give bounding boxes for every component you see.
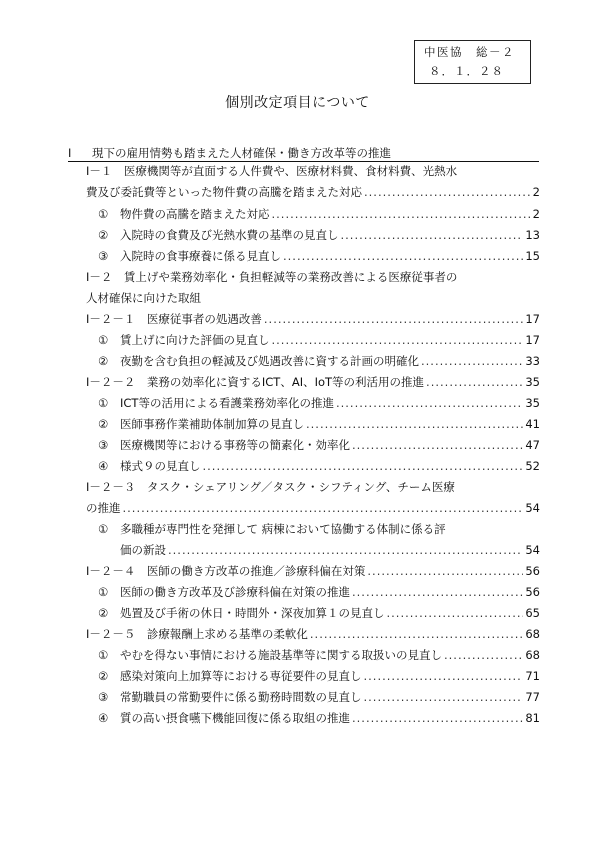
page-number: 47 bbox=[525, 438, 540, 452]
leader-dots bbox=[168, 543, 523, 557]
circled-number: ① bbox=[98, 648, 109, 662]
page-number: 52 bbox=[525, 459, 540, 473]
toc-entry-2-3 bbox=[86, 501, 540, 515]
leader-dots bbox=[364, 669, 524, 683]
toc-entry-2-2-2 bbox=[98, 417, 540, 431]
toc-entry-2-line1: Ⅰ－２ 賃上げや業務効率化・負担軽減等の業務改善による医療従事者の bbox=[86, 270, 458, 284]
toc-entry-2-2 bbox=[86, 375, 540, 389]
toc-entry-2-5-4 bbox=[98, 711, 540, 725]
leader-dots bbox=[283, 249, 523, 263]
leader-dots bbox=[364, 690, 524, 704]
page-number: 2 bbox=[532, 207, 540, 221]
page-number: 65 bbox=[525, 606, 540, 620]
toc-entry-text: 常勤職員の常勤要件に係る勤務時間数の見直し bbox=[120, 690, 362, 704]
circled-number: ① bbox=[98, 585, 109, 599]
toc-entry-text: 費及び委託費等といった物件費の高騰を踏まえた対応 bbox=[86, 185, 362, 199]
toc-entry-text: 入院時の食事療養に係る見直し bbox=[120, 249, 281, 263]
toc-entry-1-2 bbox=[98, 228, 540, 242]
circled-number: ④ bbox=[98, 711, 109, 725]
circled-number: ② bbox=[98, 669, 109, 683]
toc-entry-text: やむを得ない事情における施設基準等に関する取扱いの見直し bbox=[120, 648, 442, 662]
toc-entry-text: 物件費の高騰を踏まえた対応 bbox=[120, 207, 270, 221]
toc-entry-text: Ⅰ－２－４ 医師の働き方改革の推進／診療科偏在対策 bbox=[86, 564, 366, 578]
toc-entry-1-3 bbox=[98, 249, 540, 263]
toc-entry-2-4 bbox=[86, 564, 540, 578]
toc-entry-text: Ⅰ－２－１ 医療従事者の処遇改善 bbox=[86, 312, 262, 326]
page-number: 68 bbox=[525, 648, 540, 662]
circled-number: ③ bbox=[98, 249, 109, 263]
circled-number: ② bbox=[98, 228, 109, 242]
page-number: 56 bbox=[525, 564, 540, 578]
leader-dots bbox=[264, 312, 523, 326]
meeting-code: 中医協 総－２ bbox=[424, 45, 515, 59]
toc-entry-text: 感染対策向上加算等における専従要件の見直し bbox=[120, 669, 362, 683]
toc-entry-text: 医療機関等における事務等の簡素化・効率化 bbox=[120, 438, 350, 452]
leader-dots bbox=[352, 438, 523, 452]
toc-entry-2-1-2 bbox=[98, 354, 540, 368]
circled-number: ① bbox=[98, 522, 109, 536]
page-number: 13 bbox=[525, 228, 540, 242]
toc-entry-text: Ⅰ－２－２ 業務の効率化に資するICT、AI、IoT等の利活用の推進 bbox=[86, 375, 425, 389]
leader-dots bbox=[310, 627, 523, 641]
toc-entry-2-1-1 bbox=[98, 333, 540, 347]
leader-dots bbox=[336, 396, 523, 410]
document-code-box bbox=[414, 40, 531, 84]
circled-number: ③ bbox=[98, 438, 109, 452]
page-number: 15 bbox=[525, 249, 540, 263]
toc-entry-2-5 bbox=[86, 627, 540, 641]
toc-entry-2-5-3 bbox=[98, 690, 540, 704]
page-number: 35 bbox=[525, 396, 540, 410]
page-number: 71 bbox=[525, 669, 540, 683]
toc-entry-text: ICT等の活用による看護業務効率化の推進 bbox=[120, 396, 334, 410]
toc-entry-text: 入院時の食費及び光熱水費の基準の見直し bbox=[120, 228, 339, 242]
leader-dots bbox=[421, 354, 523, 368]
toc-entry-1-line1: Ⅰ－１ 医療機関等が直面する人件費や、医療材料費、食材料費、光熱水 bbox=[86, 164, 458, 178]
leader-dots bbox=[387, 606, 524, 620]
page-number: 54 bbox=[525, 501, 540, 515]
toc-entry-2-2-4 bbox=[98, 459, 540, 473]
toc-entry-2-line2: 人材確保に向けた取組 bbox=[86, 291, 201, 305]
leader-dots bbox=[272, 333, 524, 347]
toc-entry-text: 質の高い摂食嚥下機能回復に係る取組の推進 bbox=[120, 711, 350, 725]
circled-number: ① bbox=[98, 333, 109, 347]
meeting-date: ８．１．２８ bbox=[429, 64, 504, 78]
toc-entry-text: 価の新設 bbox=[120, 543, 166, 557]
page-number: 17 bbox=[525, 312, 540, 326]
section-heading bbox=[68, 146, 539, 162]
circled-number: ③ bbox=[98, 690, 109, 704]
circled-number: ① bbox=[98, 396, 109, 410]
page-number: 35 bbox=[525, 375, 540, 389]
page-number: 68 bbox=[525, 627, 540, 641]
page-number: 77 bbox=[525, 690, 540, 704]
leader-dots bbox=[367, 564, 523, 578]
toc-entry-2-4-2 bbox=[98, 606, 540, 620]
toc-entry-text: 処置及び手術の休日・時間外・深夜加算１の見直し bbox=[120, 606, 385, 620]
toc-entry-text: 様式９の見直し bbox=[120, 459, 201, 473]
page-number: 41 bbox=[525, 417, 540, 431]
leader-dots bbox=[352, 711, 523, 725]
page-number: 81 bbox=[525, 711, 540, 725]
toc-entry-text: 医師事務作業補助体制加算の見直し bbox=[120, 417, 304, 431]
toc-entry-1 bbox=[86, 185, 540, 199]
toc-entry-2-5-2 bbox=[98, 669, 540, 683]
page-number: 56 bbox=[525, 585, 540, 599]
leader-dots bbox=[341, 228, 524, 242]
toc-entry-2-2-1 bbox=[98, 396, 540, 410]
toc-entry-text: 医師の働き方改革及び診療科偏在対策の推進 bbox=[120, 585, 350, 599]
leader-dots bbox=[203, 459, 524, 473]
leader-dots bbox=[364, 185, 531, 199]
page-number: 33 bbox=[525, 354, 540, 368]
toc-entry-text: Ⅰ－２－５ 診療報酬上求める基準の柔軟化 bbox=[86, 627, 308, 641]
toc-entry-2-5-1 bbox=[98, 648, 540, 662]
section-text: 現下の雇用情勢も踏まえた人材確保・働き方改革等の推進 bbox=[92, 146, 391, 160]
leader-dots bbox=[426, 375, 523, 389]
toc-entry-text: の推進 bbox=[86, 501, 121, 515]
leader-dots bbox=[352, 585, 523, 599]
toc-entry-text: 多職種が専門性を発揮して 病棟において協働する体制に係る評 bbox=[120, 522, 446, 536]
circled-number: ① bbox=[98, 207, 109, 221]
toc-entry-2-3-1-line1 bbox=[98, 522, 446, 536]
leader-dots bbox=[272, 207, 531, 221]
toc-entry-2-3-1 bbox=[120, 543, 540, 557]
page-number: 2 bbox=[532, 185, 540, 199]
page-number: 17 bbox=[525, 333, 540, 347]
circled-number: ② bbox=[98, 354, 109, 368]
toc-entry-2-4-1 bbox=[98, 585, 540, 599]
circled-number: ④ bbox=[98, 459, 109, 473]
leader-dots bbox=[444, 648, 523, 662]
leader-dots bbox=[306, 417, 523, 431]
page-title: 個別改定項目について bbox=[225, 95, 370, 111]
toc-entry-text: 賃上げに向けた評価の見直し bbox=[120, 333, 270, 347]
leader-dots bbox=[123, 501, 524, 515]
page-number: 54 bbox=[525, 543, 540, 557]
toc-entry-2-1 bbox=[86, 312, 540, 326]
toc-entry-1-1 bbox=[98, 207, 540, 221]
circled-number: ② bbox=[98, 606, 109, 620]
toc-entry-2-2-3 bbox=[98, 438, 540, 452]
section-number: Ⅰ bbox=[68, 146, 72, 160]
circled-number: ② bbox=[98, 417, 109, 431]
toc-entry-text: 夜勤を含む負担の軽減及び処遇改善に資する計画の明確化 bbox=[120, 354, 419, 368]
toc-entry-2-3-line1: Ⅰ－２－３ タスク・シェアリング／タスク・シフティング、チーム医療 bbox=[86, 480, 455, 494]
